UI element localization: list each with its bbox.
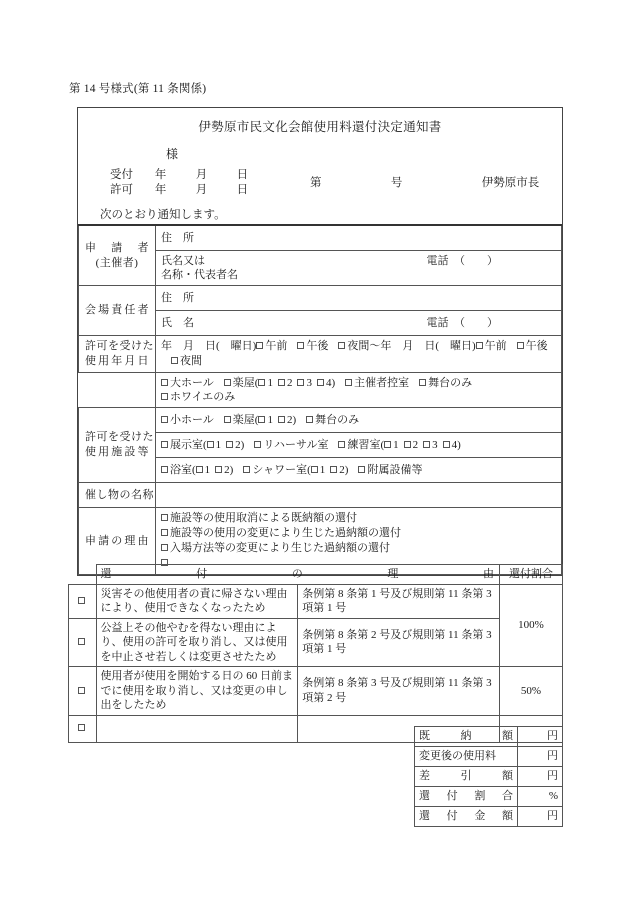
- applicant-name-label-line1: 氏名又は: [161, 255, 205, 267]
- amount-row-revised-fee: [415, 747, 563, 767]
- amount-unit-revised-fee[interactable]: 円: [518, 747, 563, 767]
- document-number-row: [310, 174, 539, 190]
- venue-tel-label: 電話 （ ）: [426, 316, 498, 329]
- event-name-value-cell[interactable]: [156, 483, 562, 508]
- checkbox-dressing-sh-1[interactable]: [258, 416, 265, 423]
- checkbox-shower-2[interactable]: [330, 466, 337, 473]
- amount-label-difference: 差引額: [415, 767, 518, 787]
- refund-header-rate: 還付割合: [500, 565, 563, 585]
- usage-start-date: 年 月 日( 曜日): [161, 340, 257, 352]
- checkbox-reason-1[interactable]: [161, 514, 168, 521]
- permit-month: 月: [195, 184, 208, 196]
- venue-manager-label-cell: [79, 286, 156, 336]
- checkbox-large-hall[interactable]: [161, 379, 168, 386]
- facility-practice-3: 3: [432, 438, 438, 451]
- facility-exhibition-cell[interactable]: [156, 433, 562, 458]
- facility-bath-cell[interactable]: [156, 458, 562, 483]
- checkbox-refund-reason-1[interactable]: [78, 597, 85, 604]
- checkbox-refund-reason-4[interactable]: [78, 724, 85, 731]
- applicant-name-label-line2: 名称・代表者名: [161, 269, 238, 281]
- facility-label-large-hall: 大ホール: [170, 377, 214, 389]
- checkbox-end-am[interactable]: [476, 342, 483, 349]
- usage-end-am: 午前: [484, 340, 507, 352]
- facility-practice-2: 2: [412, 438, 419, 451]
- receipt-year: 年: [154, 169, 167, 181]
- amount-unit-refund-rate[interactable]: %: [518, 787, 563, 807]
- reason-option-1[interactable]: [161, 511, 556, 526]
- facility-label-rehearsal: リハーサル室: [263, 438, 329, 451]
- facility-label-dressing-sh: 楽屋(: [232, 413, 259, 426]
- facility-bath-line: [161, 464, 422, 476]
- checkbox-dressing-room-lh[interactable]: [224, 379, 231, 386]
- checkbox-foyer-only[interactable]: [161, 393, 168, 400]
- checkbox-practice-2[interactable]: [404, 441, 411, 448]
- receipt-label: 受付: [110, 169, 133, 181]
- facility-row-large-hall: [79, 373, 562, 408]
- refund-reason-table: [68, 564, 563, 743]
- reason-option-3-label: 入場方法等の変更により生じた過納額の還付: [170, 542, 390, 554]
- refund-row-1-rate: 100%: [500, 584, 563, 667]
- facility-small-hall-cell[interactable]: [156, 408, 562, 433]
- checkbox-refund-reason-2[interactable]: [78, 638, 85, 645]
- reason-option-2[interactable]: [161, 526, 556, 541]
- refund-row-4-reason[interactable]: [96, 715, 298, 742]
- amount-label-refund-rate: 還付割合: [415, 787, 518, 807]
- refund-row-1-checkbox-cell[interactable]: [69, 584, 97, 618]
- checkbox-dressing-sh-2[interactable]: [278, 416, 285, 423]
- checkbox-bath-2[interactable]: [215, 466, 222, 473]
- facility-label-foyer-only: ホワイエのみ: [170, 391, 236, 403]
- applicant-address-label: 住 所: [161, 231, 194, 244]
- number-mark: 第: [310, 177, 322, 189]
- facility-label-stage-only-lh: 舞台のみ: [428, 377, 473, 389]
- refund-row-3-law: 条例第 8 条第 3 号及び規則第 11 条第 3 項第 2 号: [298, 667, 500, 716]
- checkbox-bath-room[interactable]: [161, 466, 168, 473]
- facility-practice-4: 4): [451, 438, 461, 451]
- refund-header-checkbox-spacer: [69, 565, 97, 585]
- receipt-day: 日: [236, 169, 249, 181]
- facility-dressing-lh-1: 1: [267, 377, 273, 389]
- checkbox-dressing-lh-4[interactable]: [317, 379, 324, 386]
- amount-label-paid: 既納額: [415, 727, 518, 747]
- amount-label-revised-fee: 変更後の使用料: [415, 747, 518, 767]
- refund-row-3-reason: 使用者が使用を開始する日の 60 日前までに使用を取り消し、又は変更の申し出をしたため: [96, 667, 298, 716]
- reason-option-2-label: 施設等の使用の変更により生じた過納額の還付: [170, 527, 401, 539]
- facility-label-dressing-lh: 楽屋(: [232, 377, 259, 389]
- addressee-line: [78, 145, 562, 162]
- usage-date-cell[interactable]: [156, 336, 562, 373]
- amount-row-refund-amount: [415, 807, 563, 827]
- venue-manager-label: 会場責任者: [85, 304, 149, 316]
- refund-header-reason: 還付の理由: [96, 565, 500, 585]
- venue-address-cell[interactable]: [156, 286, 562, 311]
- checkbox-dressing-lh-1[interactable]: [258, 379, 265, 386]
- applicant-address-cell[interactable]: [156, 225, 562, 251]
- usage-end-night: 夜間: [180, 355, 202, 367]
- facility-label-shower: シャワー室(: [252, 463, 311, 476]
- checkbox-dressing-lh-2[interactable]: [278, 379, 285, 386]
- usage-date-label-line2: 使用年月日: [85, 355, 149, 367]
- event-name-label: 催し物の名称: [85, 488, 154, 501]
- checkbox-bath-1[interactable]: [196, 466, 203, 473]
- usage-date-label-line1: 許可を受けた: [85, 340, 154, 352]
- refund-row-4-checkbox-cell[interactable]: [69, 715, 97, 742]
- facility-exhibition-2: 2): [235, 438, 245, 451]
- applicant-label-line1: 申 請 者: [85, 241, 149, 254]
- checkbox-practice-4[interactable]: [443, 441, 450, 448]
- reason-option-1-label: 施設等の使用取消による既納額の還付: [170, 512, 357, 524]
- checkbox-exhibition-room[interactable]: [161, 441, 168, 448]
- checkbox-start-pm[interactable]: [297, 342, 304, 349]
- refund-row-2-checkbox-cell[interactable]: [69, 618, 97, 667]
- usage-range-tilde: ～: [369, 340, 381, 352]
- applicant-label-line2: (主催者): [95, 256, 139, 269]
- refund-row-2: [69, 618, 563, 667]
- refund-header-row: [69, 565, 563, 585]
- amount-row-refund-rate: [415, 787, 563, 807]
- refund-row-1-reason: 災害その他使用者の責に帰さない理由により、使用できなくなったため: [96, 584, 298, 618]
- notice-text: 次のとおり通知します。: [100, 209, 226, 221]
- facility-row-small-hall: [79, 408, 562, 433]
- checkbox-dressing-room-sh[interactable]: [224, 416, 231, 423]
- refund-row-1-law: 条例第 8 条第 1 号及び規則第 11 条第 3 項第 1 号: [298, 584, 500, 618]
- checkbox-end-pm[interactable]: [517, 342, 524, 349]
- facility-dressing-lh-3: 3: [306, 377, 312, 389]
- facility-dressing-sh-1: 1: [267, 413, 273, 426]
- refund-reason-section: [68, 564, 563, 743]
- applicant-tel-label: 電話 （ ）: [426, 255, 498, 267]
- facility-dressing-lh-4: 4): [325, 377, 336, 389]
- facility-label-practice: 練習室(: [347, 438, 385, 451]
- checkbox-rehearsal-room[interactable]: [254, 441, 261, 448]
- facility-bath-1: 1: [204, 463, 211, 476]
- amount-unit-difference[interactable]: 円: [518, 767, 563, 787]
- permit-year: 年: [154, 184, 167, 196]
- checkbox-end-night[interactable]: [171, 357, 178, 364]
- event-name-row: [79, 483, 562, 508]
- facility-shower-1: 1: [319, 463, 326, 476]
- amount-summary-section: [414, 726, 563, 827]
- facility-exhibition-line: [161, 439, 461, 451]
- venue-name-label: 氏 名: [161, 316, 194, 329]
- refund-row-1: [69, 584, 563, 618]
- facility-label-exhibition: 展示室(: [170, 438, 207, 451]
- usage-date-label-cell: [79, 336, 156, 373]
- amount-label-refund-amount: 還付金額: [415, 807, 518, 827]
- checkbox-practice-3[interactable]: [423, 441, 430, 448]
- checkbox-small-hall[interactable]: [161, 416, 168, 423]
- facility-large-hall-cell[interactable]: [156, 373, 562, 408]
- permit-label: 許可: [110, 184, 133, 196]
- document-title: 伊勢原市民文化会館使用料還付決定通知書: [198, 120, 442, 134]
- applicant-name-cell[interactable]: [156, 251, 562, 286]
- checkbox-exhibition-1[interactable]: [207, 441, 214, 448]
- application-reason-label: 申請の理由: [85, 534, 149, 547]
- form-frame: [77, 107, 563, 576]
- amount-unit-paid[interactable]: 円: [518, 727, 563, 747]
- usage-date-row: [79, 336, 562, 373]
- facility-shower-2: 2): [339, 463, 349, 476]
- usage-start-night: 夜間: [347, 340, 370, 352]
- letterhead: [78, 117, 562, 224]
- checkbox-stage-only-lh[interactable]: [419, 379, 426, 386]
- checkbox-start-am[interactable]: [256, 342, 263, 349]
- refund-row-3: [69, 667, 563, 716]
- amount-unit-refund-amount[interactable]: 円: [518, 807, 563, 827]
- facility-large-hall-line1: [161, 377, 472, 389]
- checkbox-organizer-room[interactable]: [345, 379, 352, 386]
- usage-start-am: 午前: [265, 340, 288, 352]
- number-kanji: 号: [390, 177, 403, 189]
- facilities-label-line1: 許可を受けた: [85, 431, 154, 443]
- facilities-label-spacer: [79, 373, 156, 408]
- venue-address-row: [79, 286, 562, 311]
- checkbox-reason-3[interactable]: [161, 544, 168, 551]
- amount-summary-table: [414, 726, 563, 827]
- refund-row-2-law: 条例第 8 条第 2 号及び規則第 11 条第 3 項第 1 号: [298, 618, 500, 667]
- facility-exhibition-1: 1: [215, 438, 222, 451]
- facility-large-hall-line2: [161, 391, 235, 403]
- facility-label-stage-only-sh: 舞台のみ: [315, 413, 360, 426]
- venue-name-cell[interactable]: [156, 311, 562, 336]
- reason-option-3[interactable]: [161, 541, 556, 556]
- facilities-label-cell: [79, 408, 156, 483]
- checkbox-attached-equipment[interactable]: [358, 466, 365, 473]
- checkbox-reason-2[interactable]: [161, 529, 168, 536]
- facility-label-organizer-room: 主催者控室: [354, 377, 410, 389]
- facility-practice-1: 1: [393, 438, 399, 451]
- checkbox-start-night[interactable]: [338, 342, 345, 349]
- checkbox-exhibition-2[interactable]: [226, 441, 233, 448]
- event-name-label-cell: [79, 483, 156, 508]
- applicant-label-cell: [79, 225, 156, 286]
- usage-end-date: 年 月 日( 曜日): [380, 340, 476, 352]
- venue-address-label: 住 所: [161, 291, 194, 304]
- checkbox-practice-1[interactable]: [384, 441, 391, 448]
- refund-row-3-rate: 50%: [500, 667, 563, 716]
- refund-row-3-checkbox-cell[interactable]: [69, 667, 97, 716]
- form-body-table: [78, 224, 562, 575]
- amount-row-difference: [415, 767, 563, 787]
- checkbox-shower-room[interactable]: [243, 466, 250, 473]
- amount-row-paid: [415, 727, 563, 747]
- permit-day: 日: [236, 184, 249, 196]
- checkbox-shower-1[interactable]: [311, 466, 318, 473]
- checkbox-refund-reason-3[interactable]: [78, 687, 85, 694]
- facilities-label-line2: 使用施設等: [85, 446, 149, 458]
- form-number: 第 14 号様式(第 11 条関係): [69, 83, 207, 95]
- addressee-suffix: 様: [166, 147, 179, 161]
- applicant-address-row: [79, 225, 562, 251]
- checkbox-practice-room[interactable]: [338, 441, 345, 448]
- receipt-month: 月: [195, 169, 208, 181]
- refund-row-2-reason: 公益上その他やむを得ない理由により、使用の許可を取り消し、又は使用を中止させ若しくは変更させたため: [96, 618, 298, 667]
- facility-label-small-hall: 小ホール: [170, 413, 214, 426]
- facility-small-hall-line: [161, 414, 359, 426]
- usage-end-pm: 午後: [525, 340, 548, 352]
- facility-label-bath: 浴室(: [170, 463, 196, 476]
- usage-start-pm: 午後: [306, 340, 329, 352]
- facility-bath-2: 2): [224, 463, 234, 476]
- facility-dressing-sh-2: 2): [286, 413, 297, 426]
- checkbox-dressing-lh-3[interactable]: [297, 379, 304, 386]
- checkbox-stage-only-sh[interactable]: [306, 416, 313, 423]
- facility-label-attached-equipment: 附属設備等: [367, 463, 423, 476]
- issuer-name: 伊勢原市長: [481, 177, 540, 189]
- facility-dressing-lh-2: 2: [286, 377, 293, 389]
